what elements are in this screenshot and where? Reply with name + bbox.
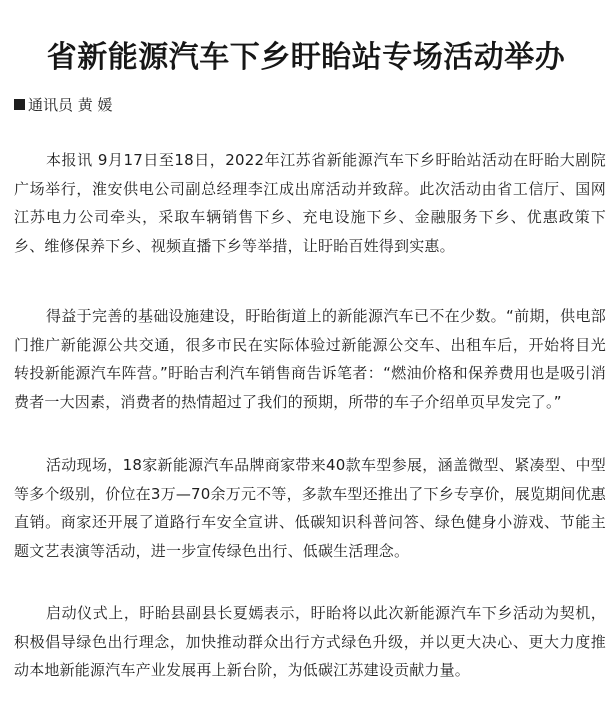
byline-square-marker [14,99,25,110]
article-paragraph-4: 启动仪式上，盱眙县副县长夏嫣表示，盱眙将以此次新能源汽车下乡活动为契机，积极倡导绿色出行理念，加快推动群众出行方式绿色升级，并以更大决心、更大力度推动本地新能源汽车产业发展再上新台阶，为低碳江苏建设贡献力量。 [14,604,606,679]
article-paragraph-2: 得益于完善的基础设施建设，盱眙街道上的新能源汽车已不在少数。“前期，供电部门推广新能源公共交通，很多市民在实际体验过新能源公交车、出租车后，开始将目光转投新能源汽车阵营。”盱眙吉利汽车销售商告诉笔者：“燃油价格和保养费用也是吸引消费者一大因素，消费者的热情超过了我们的预期，所带的车子介绍单页早发完了。” [14,307,606,411]
byline [14,94,113,116]
article-headline: 省新能源汽车下乡盱眙站专场活动举办 [46,40,566,76]
byline-text: 通讯员 黄 媛 [28,96,113,114]
article-paragraph-3: 活动现场，18家新能源汽车品牌商家带来40款车型参展，涵盖微型、紧凑型、中型等多个级别，价位在3万—70余万元不等，多款车型还推出了下乡专享价，展览期间优惠直销。商家还开展了道路行车安全宣讲、低碳知识科普问答、绿色健身小游戏、节能主题文艺表演等活动，进一步宣传绿色出行、低碳生活理念。 [14,456,606,560]
article-paragraph-1: 本报讯 9月17日至18日，2022年江苏省新能源汽车下乡盱眙站活动在盱眙大剧院广场举行，淮安供电公司副总经理李江成出席活动并致辞。此次活动由省工信厅、国网江苏电力公司牵头，采取车辆销售下乡、充电设施下乡、金融服务下乡、优惠政策下乡、维修保养下乡、视频直播下乡等举措，让盱眙百姓得到实惠。 [14,151,606,255]
